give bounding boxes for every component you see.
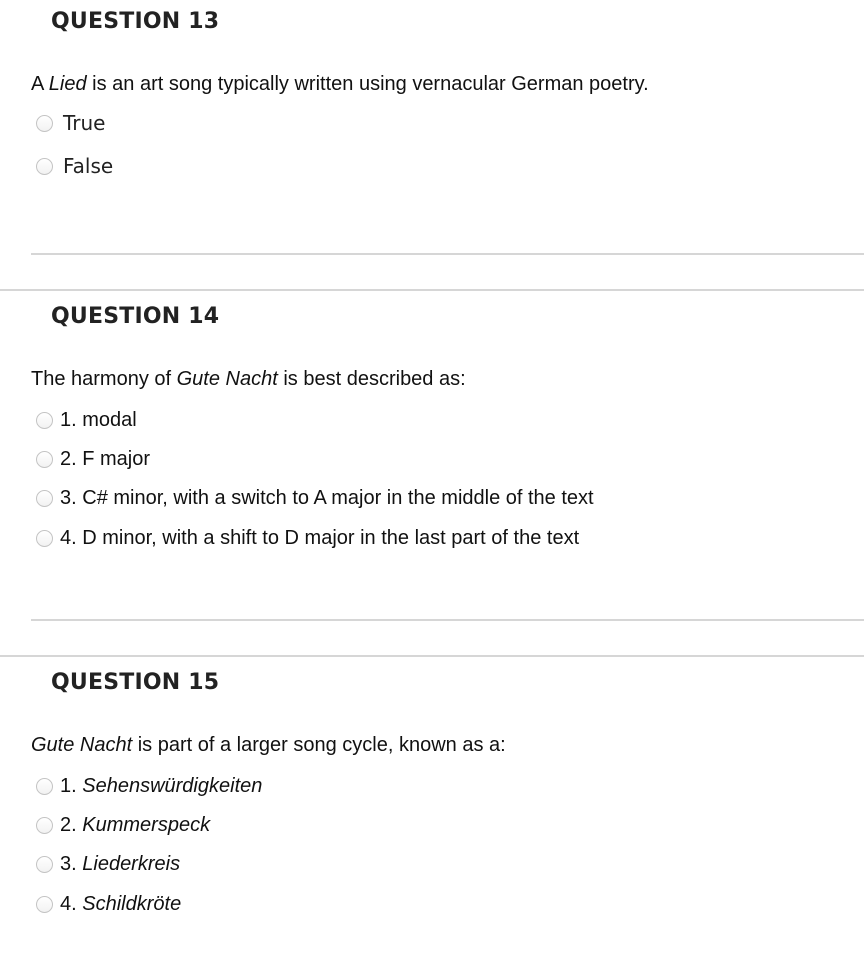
- question-text-italic: Lied: [48, 73, 87, 95]
- question-text-after: is an art song typically written using vernacular German poetry.: [86, 73, 649, 95]
- question-text: [31, 368, 466, 391]
- option-3[interactable]: [36, 851, 180, 877]
- option-number: 4.: [60, 892, 77, 915]
- question-text-before: A: [31, 73, 49, 95]
- question-title: QUESTION 13: [51, 9, 220, 34]
- question-text-before: The harmony of: [31, 368, 177, 390]
- question-text: [31, 734, 506, 757]
- option-label: [60, 448, 150, 471]
- radio-button[interactable]: [36, 530, 53, 547]
- option-label: [60, 814, 210, 837]
- radio-button[interactable]: [36, 115, 53, 132]
- radio-button[interactable]: [36, 490, 53, 507]
- option-false[interactable]: [36, 153, 113, 179]
- option-label: True: [63, 111, 106, 135]
- option-label: [60, 893, 181, 916]
- question-text-after: is part of a larger song cycle, known as a:: [132, 734, 506, 756]
- option-text: C# minor, with a switch to A major in the middle of the text: [82, 486, 594, 509]
- option-text: Sehenswürdigkeiten: [82, 774, 263, 797]
- question-title: QUESTION 14: [51, 304, 220, 329]
- option-number: 3.: [60, 486, 77, 509]
- option-label: [60, 487, 594, 510]
- question-text-italic: Gute Nacht: [31, 734, 133, 756]
- radio-button[interactable]: [36, 778, 53, 795]
- option-text: Schildkröte: [82, 892, 182, 915]
- answer-divider: [31, 253, 864, 255]
- option-4[interactable]: [36, 891, 181, 917]
- question-text: [31, 73, 649, 96]
- option-text: F major: [82, 447, 151, 470]
- option-number: 1.: [60, 774, 77, 797]
- option-2[interactable]: [36, 812, 210, 838]
- option-text: Liederkreis: [82, 852, 181, 875]
- question-divider: [0, 655, 864, 657]
- question-text-after: is best described as:: [277, 368, 466, 390]
- option-3[interactable]: [36, 485, 594, 511]
- radio-button[interactable]: [36, 451, 53, 468]
- option-number: 1.: [60, 408, 77, 431]
- option-label: False: [63, 154, 114, 178]
- option-label: [60, 853, 180, 876]
- question-title: QUESTION 15: [51, 670, 220, 695]
- radio-button[interactable]: [36, 817, 53, 834]
- option-1[interactable]: [36, 407, 137, 433]
- question-divider: [0, 289, 864, 291]
- option-2[interactable]: [36, 446, 150, 472]
- option-text: Kummerspeck: [82, 813, 211, 836]
- option-number: 3.: [60, 852, 77, 875]
- option-number: 4.: [60, 526, 77, 549]
- option-true[interactable]: [36, 110, 105, 136]
- option-label: [60, 527, 579, 550]
- option-number: 2.: [60, 813, 77, 836]
- option-label: [60, 775, 262, 798]
- option-text: D minor, with a shift to D major in the last part of the text: [82, 526, 580, 549]
- radio-button[interactable]: [36, 158, 53, 175]
- option-number: 2.: [60, 447, 77, 470]
- option-4[interactable]: [36, 525, 579, 551]
- question-text-italic: Gute Nacht: [176, 368, 278, 390]
- radio-button[interactable]: [36, 896, 53, 913]
- option-1[interactable]: [36, 773, 262, 799]
- answer-divider: [31, 619, 864, 621]
- radio-button[interactable]: [36, 412, 53, 429]
- option-text: modal: [82, 408, 137, 431]
- option-label: [60, 409, 137, 432]
- radio-button[interactable]: [36, 856, 53, 873]
